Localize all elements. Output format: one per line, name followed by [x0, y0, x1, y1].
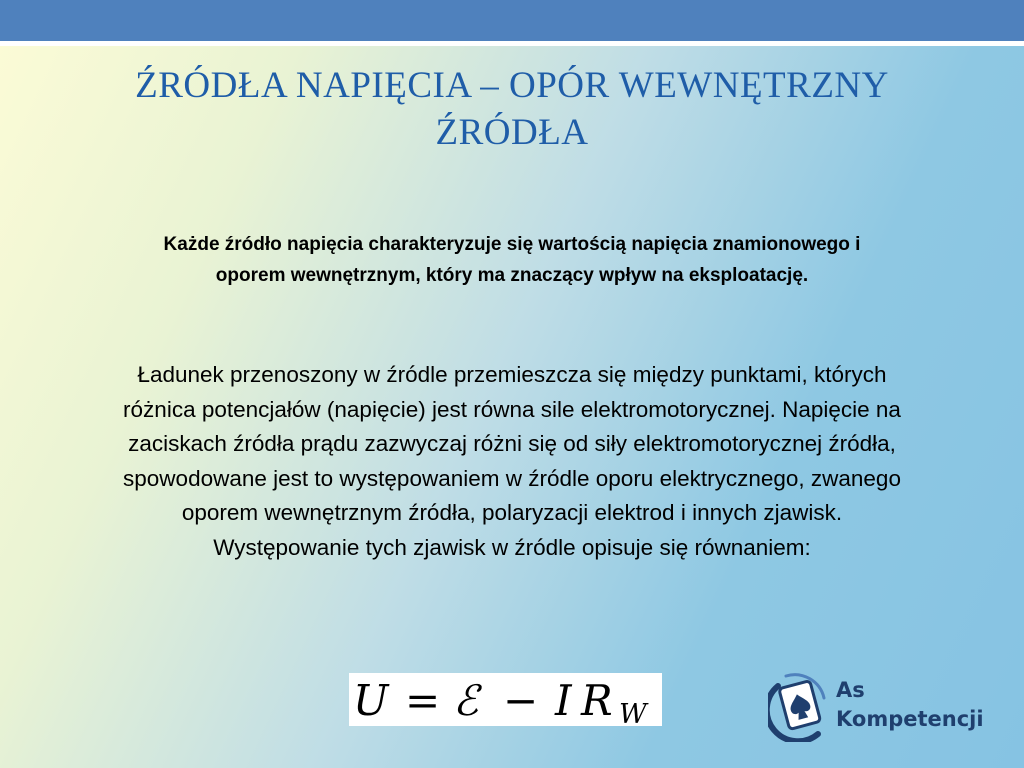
top-bar	[0, 0, 1024, 41]
equation-subscript: W	[619, 699, 647, 726]
logo-line-1: As	[836, 678, 865, 702]
equation-resistance: R	[581, 676, 613, 725]
equation-equals: =	[405, 676, 441, 725]
equation	[349, 673, 662, 726]
spade-card-icon	[768, 668, 830, 742]
equation-lhs: U	[353, 676, 389, 725]
lead-paragraph: Każde źródło napięcia charakteryzuje się wartością napięcia znamionowego i oporem wewnętrznym, który ma znaczący wpływ na eksploatację.	[163, 234, 861, 286]
equation-minus: −	[503, 676, 539, 725]
equation-emf: ℰ	[453, 676, 479, 725]
slide-title: ŹRÓDŁA NAPIĘCIA – OPÓR WEWNĘTRZNY ŹRÓDŁA	[135, 65, 889, 153]
body-paragraph: Ładunek przenoszony w źródle przemieszcza się między punktami, których różnica potencjałów (napięcie) jest równa sile elektromotorycznej. Napięcie na zaciskach źródła prądu zazwyczaj różni się od siły elektromotorycznej źródła, spowodowane jest to występowaniem w źródle oporu elektrycznego, zwanego oporem wewnętrznym źródła, polaryzacji elektrod i innych zjawisk. Występowanie tych zjawisk w źródle opisuje się równaniem:	[123, 362, 901, 560]
logo	[768, 668, 1008, 744]
logo-line-2: Kompetencji	[836, 707, 984, 731]
logo-text	[836, 676, 984, 734]
equation-current: I	[555, 676, 572, 725]
equation-graphic	[349, 673, 662, 726]
